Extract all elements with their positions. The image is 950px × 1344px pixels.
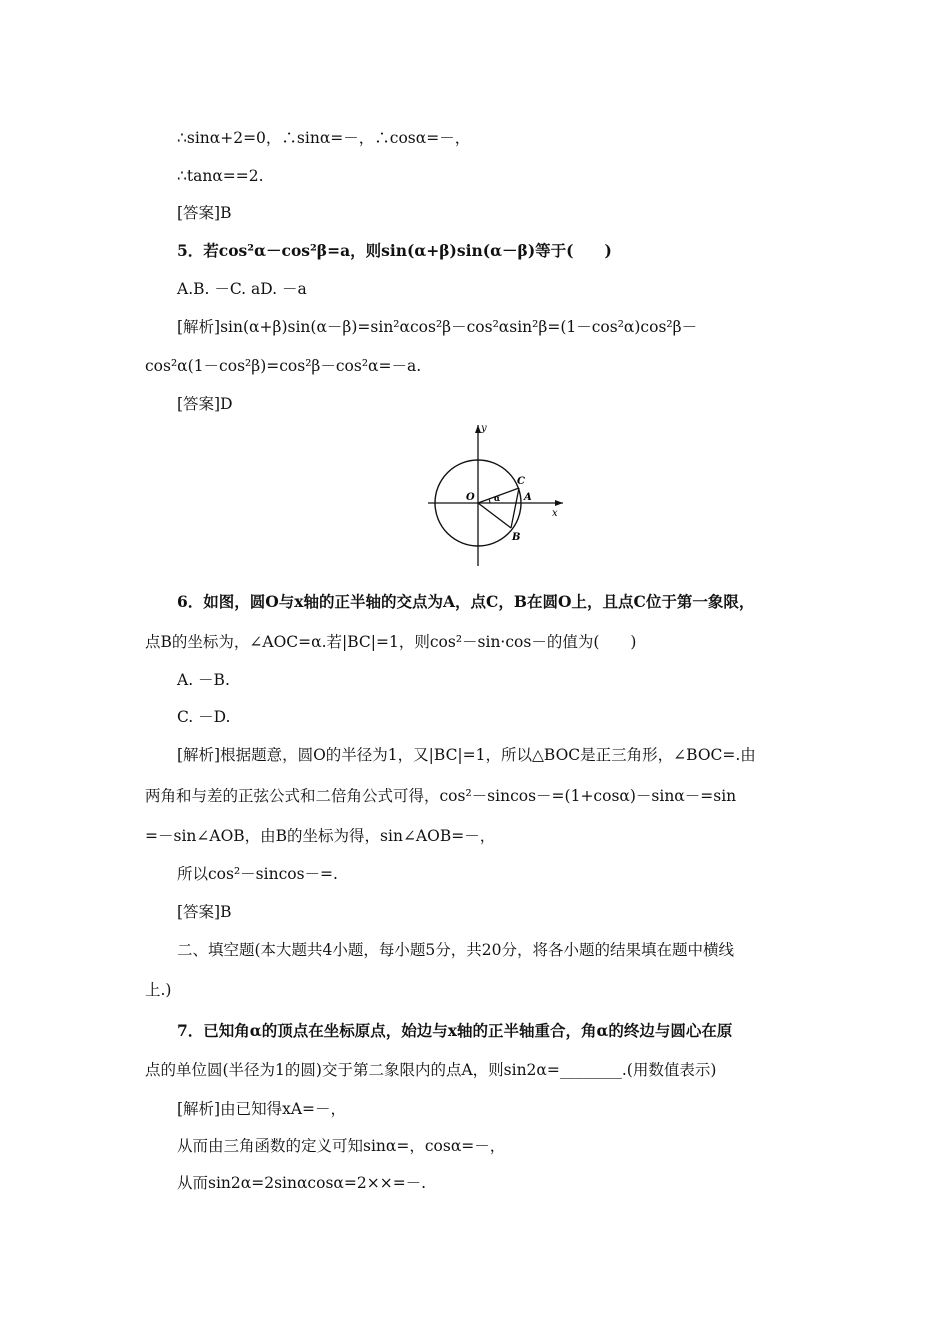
text-line: [解析]sin(α+β)sin(α－β)=sin²αcos²β－cos²αsin²β=(1－cos²α)cos²β－: [177, 318, 698, 336]
text-line: A.B. －C. aD. －a: [177, 280, 307, 298]
text-line: 点的单位圆(半径为1的圆)交于第二象限内的点A，则sin2α=________.(用数值表示): [145, 1061, 717, 1079]
question-6: 6．如图，圆O与x轴的正半轴的交点为A，点C，B在圆O上，且点C位于第一象限，: [177, 592, 755, 611]
section-heading: 二、填空题(本大题共4小题，每小题5分，共20分，将各小题的结果填在题中横线: [177, 941, 734, 959]
segment-ob: [478, 503, 511, 528]
text-line: 从而sin2α=2sinαcosα=2××=－.: [177, 1174, 427, 1192]
segment-cb: [511, 488, 519, 528]
question-7: 7．已知角α的顶点在坐标原点，始边与x轴的正半轴重合，角α的终边与圆心在原: [177, 1021, 733, 1040]
point-b-label: B: [512, 532, 521, 543]
text-line: [答案]B: [177, 204, 232, 222]
text-line: 所以cos²－sincos－=.: [177, 865, 338, 883]
text-line: cos²α(1－cos²β)=cos²β－cos²α=－a.: [145, 357, 422, 375]
text-line: C. －D.: [177, 708, 231, 726]
unit-circle-figure: [418, 421, 568, 571]
text-line: ∴tanα==2.: [177, 167, 264, 185]
text-line: [解析]根据题意，圆O的半径为1，又|BC|=1，所以△BOC是正三角形，∠BOC=.由: [177, 746, 756, 764]
y-axis-label: y: [481, 423, 487, 434]
text-line: 两角和与差的正弦公式和二倍角公式可得，cos²－sincos－=(1+cosα)－sinα－=sin: [145, 787, 737, 805]
x-axis-arrow-icon: [555, 500, 563, 506]
text-line: 从而由三角函数的定义可知sinα=，cosα=－，: [177, 1137, 506, 1155]
text-line: =－sin∠AOB，由B的坐标为得，sin∠AOB=－，: [145, 827, 496, 845]
text-line: 上.): [145, 981, 172, 999]
text-line: 点B的坐标为，∠AOC=α.若|BC|=1，则cos²－sin·cos－的值为( ): [145, 633, 637, 651]
angle-label: α: [494, 493, 501, 503]
question-5: 5．若cos²α－cos²β=a，则sin(α+β)sin(α－β)等于( ): [177, 241, 612, 260]
text-line: [答案]D: [177, 395, 233, 413]
point-o-label: O: [466, 492, 475, 503]
text-line: ∴sinα+2=0，∴sinα=－，∴cosα=－，: [177, 129, 471, 147]
text-line: [答案]B: [177, 903, 232, 921]
point-c-label: C: [517, 476, 525, 487]
text-line: [解析]由已知得xA=－，: [177, 1100, 347, 1118]
x-axis-label: x: [552, 508, 558, 519]
point-a-label: A: [524, 492, 532, 503]
text-line: A. －B.: [177, 671, 230, 689]
